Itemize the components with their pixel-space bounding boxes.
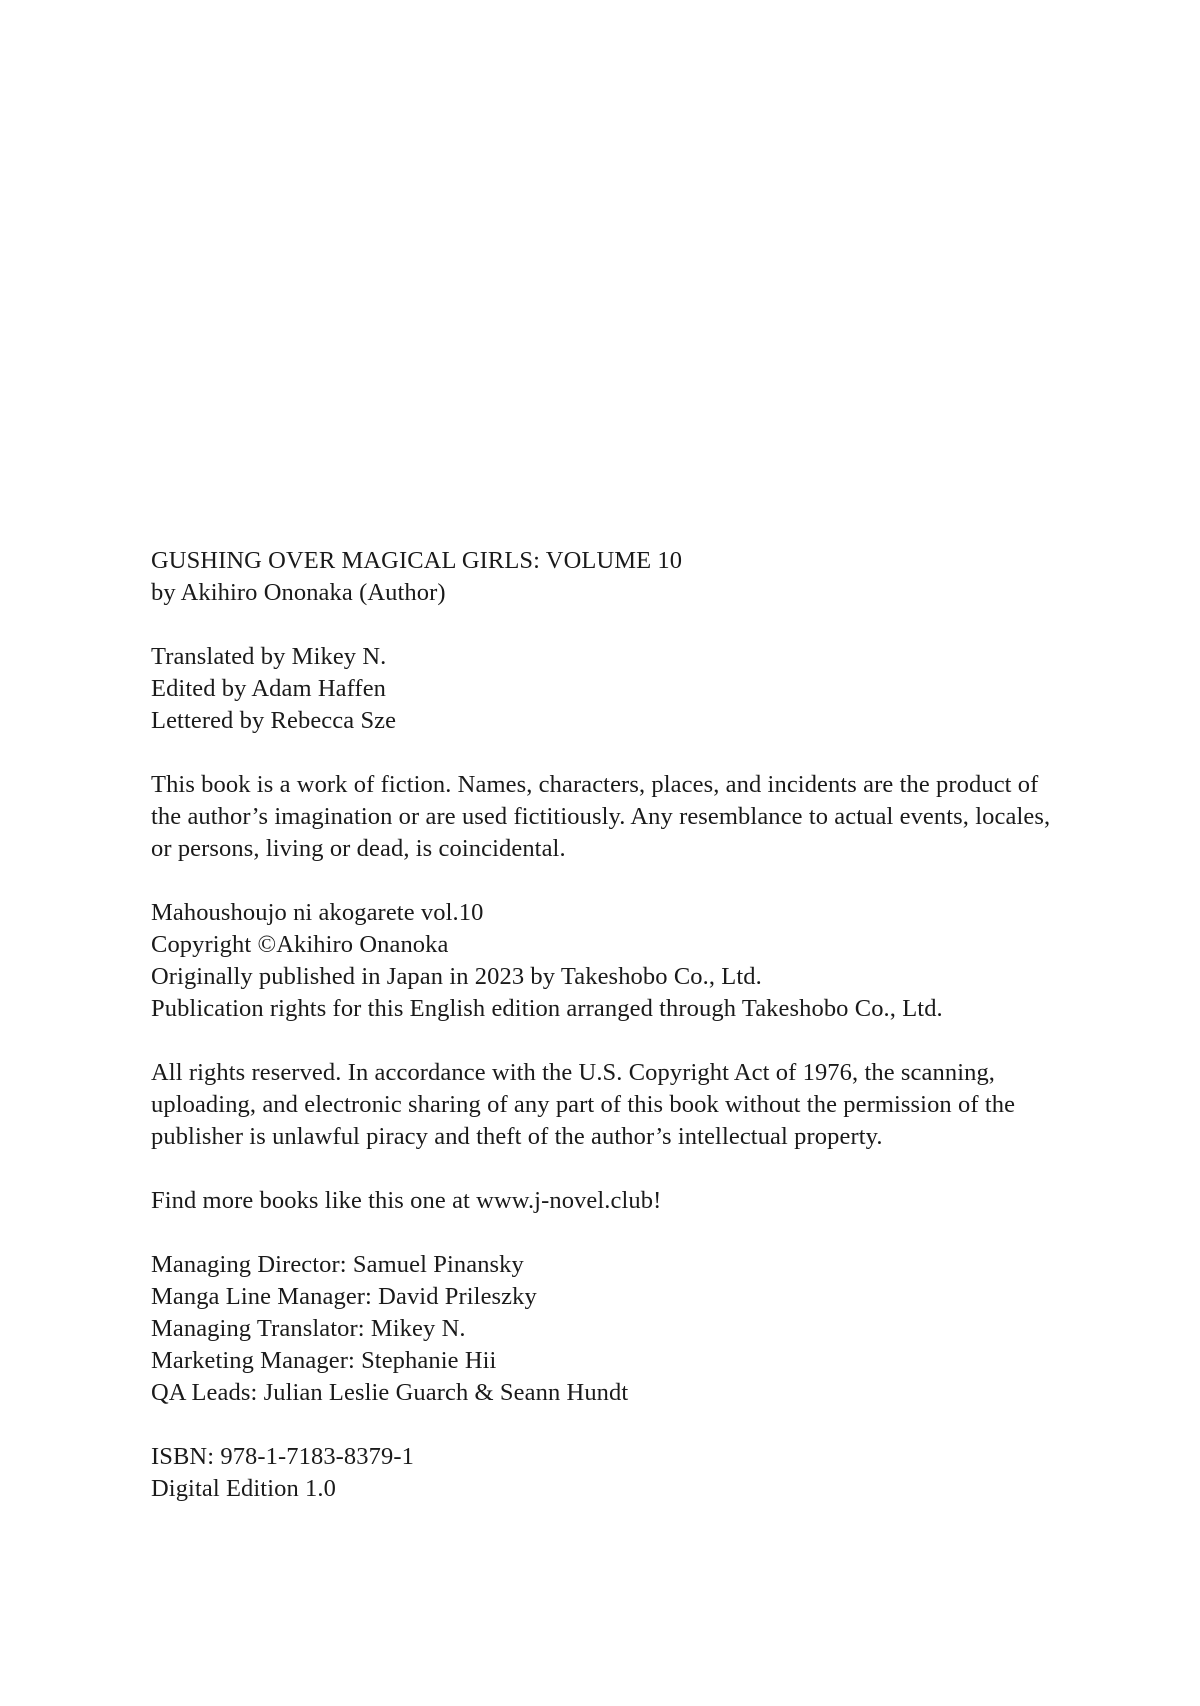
original-publication: Originally published in Japan in 2023 by Takeshobo Co., Ltd. [151,963,762,990]
edition-text: Digital Edition 1.0 [151,1475,336,1502]
title-block [151,545,1111,609]
isbn: ISBN: 978-1-7183-8379-1 [151,1443,414,1470]
website-text: Find more books like this one at www.j-novel.club! [151,1187,662,1214]
copyright-page [151,545,1111,1537]
staff-line: Marketing Manager: Stephanie Hii [151,1347,497,1374]
editor-credit: Edited by Adam Haffen [151,675,387,702]
rights-notice-line: All rights reserved. In accordance with the U.S. Copyright Act of 1976, the scanning, [151,1059,996,1086]
staff-line: Managing Director: Samuel Pinansky [151,1251,524,1278]
staff-line: Manga Line Manager: David Prileszky [151,1283,537,1310]
staff-line: Managing Translator: Mikey N. [151,1315,466,1342]
fiction-notice-line: the author’s imagination or are used fictitiously. Any resemblance to actual events, locales, [151,803,1051,830]
letterer-credit: Lettered by Rebecca Sze [151,707,397,734]
rights-notice-line: publisher is unlawful piracy and theft of the author’s intellectual property. [151,1123,883,1150]
book-title: GUSHING OVER MAGICAL GIRLS: VOLUME 10 [151,547,683,574]
staff-line: QA Leads: Julian Leslie Guarch & Seann Hundt [151,1379,629,1406]
original-title: Mahoushoujo ni akogarete vol.10 [151,899,484,926]
staff-block [151,1249,1111,1409]
fiction-notice-line: This book is a work of fiction. Names, characters, places, and incidents are the product of [151,771,1039,798]
book-author: by Akihiro Ononaka (Author) [151,579,446,606]
copyright-block [151,897,1111,1025]
translator-credit: Translated by Mikey N. [151,643,387,670]
credits-block [151,641,1111,737]
fiction-notice-line: or persons, living or dead, is coincidental. [151,835,566,862]
rights-notice [151,1057,1111,1153]
copyright-line: Copyright ©Akihiro Onanoka [151,931,449,958]
fiction-notice [151,769,1111,865]
website-block [151,1185,1111,1217]
edition-block [151,1441,1111,1505]
rights-notice-line: uploading, and electronic sharing of any part of this book without the permission of the [151,1091,1016,1118]
publication-rights: Publication rights for this English edition arranged through Takeshobo Co., Ltd. [151,995,943,1022]
